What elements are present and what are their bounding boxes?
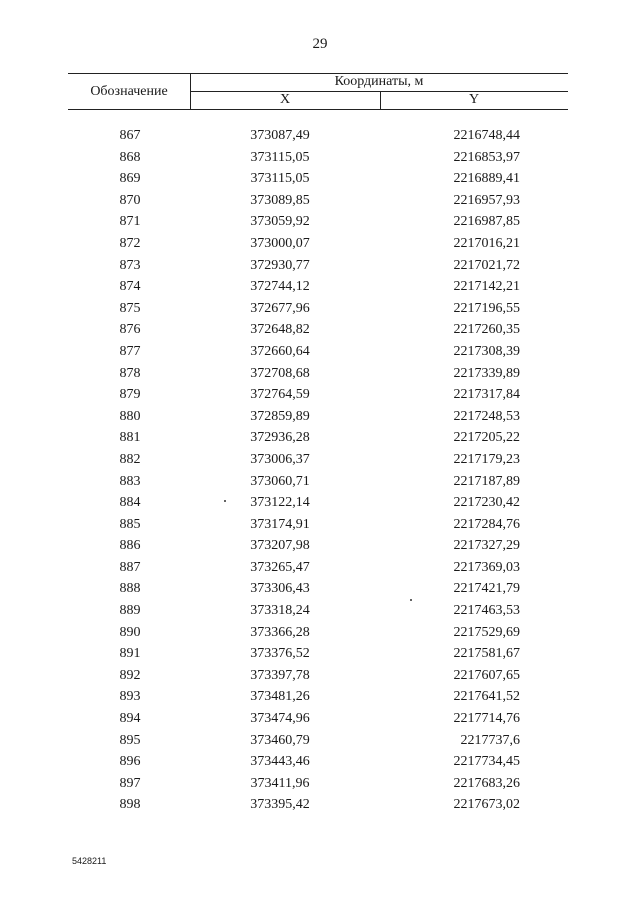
coord-y: 2217230,42 xyxy=(453,495,520,511)
coord-y: 2217529,69 xyxy=(453,624,520,640)
point-id: 896 xyxy=(119,754,141,770)
table-row xyxy=(0,643,640,665)
coord-x: 373006,37 xyxy=(250,451,310,467)
header-coordinates: Координаты, м xyxy=(334,74,424,89)
table-row xyxy=(0,600,640,622)
point-id: 888 xyxy=(119,581,141,597)
coord-x: 372764,59 xyxy=(250,387,310,403)
table-row xyxy=(0,276,640,298)
table-row xyxy=(0,665,640,687)
coord-x: 372744,12 xyxy=(250,279,310,295)
coord-y: 2217205,22 xyxy=(453,430,520,446)
point-id: 876 xyxy=(119,322,141,338)
point-id: 871 xyxy=(119,214,141,230)
table-row xyxy=(0,514,640,536)
point-id: 881 xyxy=(119,430,141,446)
table-row xyxy=(0,730,640,752)
point-id: 893 xyxy=(119,689,141,705)
coord-x: 373174,91 xyxy=(250,516,310,532)
point-id: 897 xyxy=(119,775,141,791)
table-row xyxy=(0,427,640,449)
table-row xyxy=(0,211,640,233)
coord-y: 2216889,41 xyxy=(453,171,520,187)
point-id: 873 xyxy=(119,257,141,273)
point-id: 870 xyxy=(119,192,141,208)
table-row xyxy=(0,363,640,385)
coord-y: 2217673,02 xyxy=(453,797,520,813)
table-row xyxy=(0,319,640,341)
coord-x: 372936,28 xyxy=(250,430,310,446)
coord-y: 2217607,65 xyxy=(453,667,520,683)
point-id: 883 xyxy=(119,473,141,489)
coord-y: 2217339,89 xyxy=(453,365,520,381)
coord-x: 372708,68 xyxy=(250,365,310,381)
table-row xyxy=(0,147,640,169)
point-id: 880 xyxy=(119,408,141,424)
point-id: 867 xyxy=(119,128,141,143)
table-row xyxy=(0,384,640,406)
coord-x: 373443,46 xyxy=(250,754,310,770)
table-row xyxy=(0,773,640,795)
table-row xyxy=(0,168,640,190)
coord-x: 373087,49 xyxy=(250,128,310,143)
coord-y: 2217260,35 xyxy=(453,322,520,338)
coord-x: 372859,89 xyxy=(250,408,310,424)
point-id: 879 xyxy=(119,387,141,403)
coord-y: 2217016,21 xyxy=(453,235,520,251)
scan-speck xyxy=(224,500,226,502)
coord-y: 2217187,89 xyxy=(453,473,520,489)
footer-document-code: 5428211 xyxy=(72,856,107,866)
header-bottom-rule xyxy=(68,109,568,110)
coord-y: 2217327,29 xyxy=(453,538,520,554)
table-row xyxy=(0,492,640,514)
table-row xyxy=(0,255,640,277)
header-y: Y xyxy=(468,92,480,107)
point-id: 875 xyxy=(119,300,141,316)
coord-x: 373115,05 xyxy=(250,171,310,187)
coord-x: 373376,52 xyxy=(250,646,310,662)
table-row xyxy=(0,578,640,600)
coord-x: 372930,77 xyxy=(250,257,310,273)
coord-x: 373395,42 xyxy=(250,797,310,813)
coord-x: 373318,24 xyxy=(250,603,310,619)
coord-y: 2217284,76 xyxy=(453,516,520,532)
table-row xyxy=(0,557,640,579)
coord-x: 372677,96 xyxy=(250,300,310,316)
point-id: 894 xyxy=(119,711,141,727)
coord-x: 373059,92 xyxy=(250,214,310,230)
point-id: 890 xyxy=(119,624,141,640)
coord-x: 373115,05 xyxy=(250,149,310,165)
coord-x: 373366,28 xyxy=(250,624,310,640)
table-row xyxy=(0,535,640,557)
point-id: 872 xyxy=(119,235,141,251)
point-id: 882 xyxy=(119,451,141,467)
coord-x: 373474,96 xyxy=(250,711,310,727)
table-row xyxy=(0,406,640,428)
point-id: 868 xyxy=(119,149,141,165)
point-id: 878 xyxy=(119,365,141,381)
coord-x: 372648,82 xyxy=(250,322,310,338)
table-row xyxy=(0,125,640,147)
table-row xyxy=(0,708,640,730)
point-id: 891 xyxy=(119,646,141,662)
coord-x: 373306,43 xyxy=(250,581,310,597)
point-id: 874 xyxy=(119,279,141,295)
coord-y: 2217581,67 xyxy=(453,646,520,662)
coord-y: 2217248,53 xyxy=(453,408,520,424)
point-id: 898 xyxy=(119,797,141,813)
coord-x: 373000,07 xyxy=(250,235,310,251)
table-row xyxy=(0,686,640,708)
coord-y: 2217308,39 xyxy=(453,343,520,359)
coord-x: 373060,71 xyxy=(250,473,310,489)
point-id: 885 xyxy=(119,516,141,532)
table-row xyxy=(0,298,640,320)
point-id: 892 xyxy=(119,667,141,683)
page-number: 29 xyxy=(312,36,328,52)
table-row xyxy=(0,341,640,363)
scan-speck xyxy=(410,599,412,601)
table-row xyxy=(0,471,640,493)
header-x: X xyxy=(279,92,291,107)
coord-y: 2217734,45 xyxy=(453,754,520,770)
coord-x: 373207,98 xyxy=(250,538,310,554)
coord-y: 2216853,97 xyxy=(453,149,520,165)
table-row xyxy=(0,622,640,644)
header-designation: Обозначение xyxy=(90,84,168,99)
point-id: 886 xyxy=(119,538,141,554)
coord-y: 2217369,03 xyxy=(453,559,520,575)
coord-y: 2217021,72 xyxy=(453,257,520,273)
coord-x: 373265,47 xyxy=(250,559,310,575)
coord-y: 2217641,52 xyxy=(453,689,520,705)
coord-y: 2217179,23 xyxy=(453,451,520,467)
coord-y: 2217683,26 xyxy=(453,775,520,791)
coordinates-table-body xyxy=(0,125,640,816)
coord-y: 2217714,76 xyxy=(453,711,520,727)
coord-y: 2217317,84 xyxy=(453,387,520,403)
coord-x: 373122,14 xyxy=(250,495,310,511)
coord-x: 373397,78 xyxy=(250,667,310,683)
table-row xyxy=(0,233,640,255)
table-row xyxy=(0,751,640,773)
coord-y: 2216987,85 xyxy=(453,214,520,230)
point-id: 887 xyxy=(119,559,141,575)
coord-y: 2216748,44 xyxy=(453,128,520,143)
coord-x: 373089,85 xyxy=(250,192,310,208)
coord-y: 2216957,93 xyxy=(453,192,520,208)
coord-y: 2217463,53 xyxy=(453,603,520,619)
point-id: 869 xyxy=(119,171,141,187)
coord-y: 2217421,79 xyxy=(453,581,520,597)
table-row xyxy=(0,794,640,816)
coord-y: 2217142,21 xyxy=(453,279,520,295)
table-row xyxy=(0,449,640,471)
coord-y: 2217196,55 xyxy=(453,300,520,316)
point-id: 877 xyxy=(119,343,141,359)
coord-x: 372660,64 xyxy=(250,343,310,359)
coord-y: 2217737,6 xyxy=(460,732,520,748)
point-id: 884 xyxy=(119,495,141,511)
point-id: 889 xyxy=(119,603,141,619)
point-id: 895 xyxy=(119,732,141,748)
coord-x: 373460,79 xyxy=(250,732,310,748)
table-row xyxy=(0,190,640,212)
coord-x: 373481,26 xyxy=(250,689,310,705)
coord-x: 373411,96 xyxy=(250,775,310,791)
